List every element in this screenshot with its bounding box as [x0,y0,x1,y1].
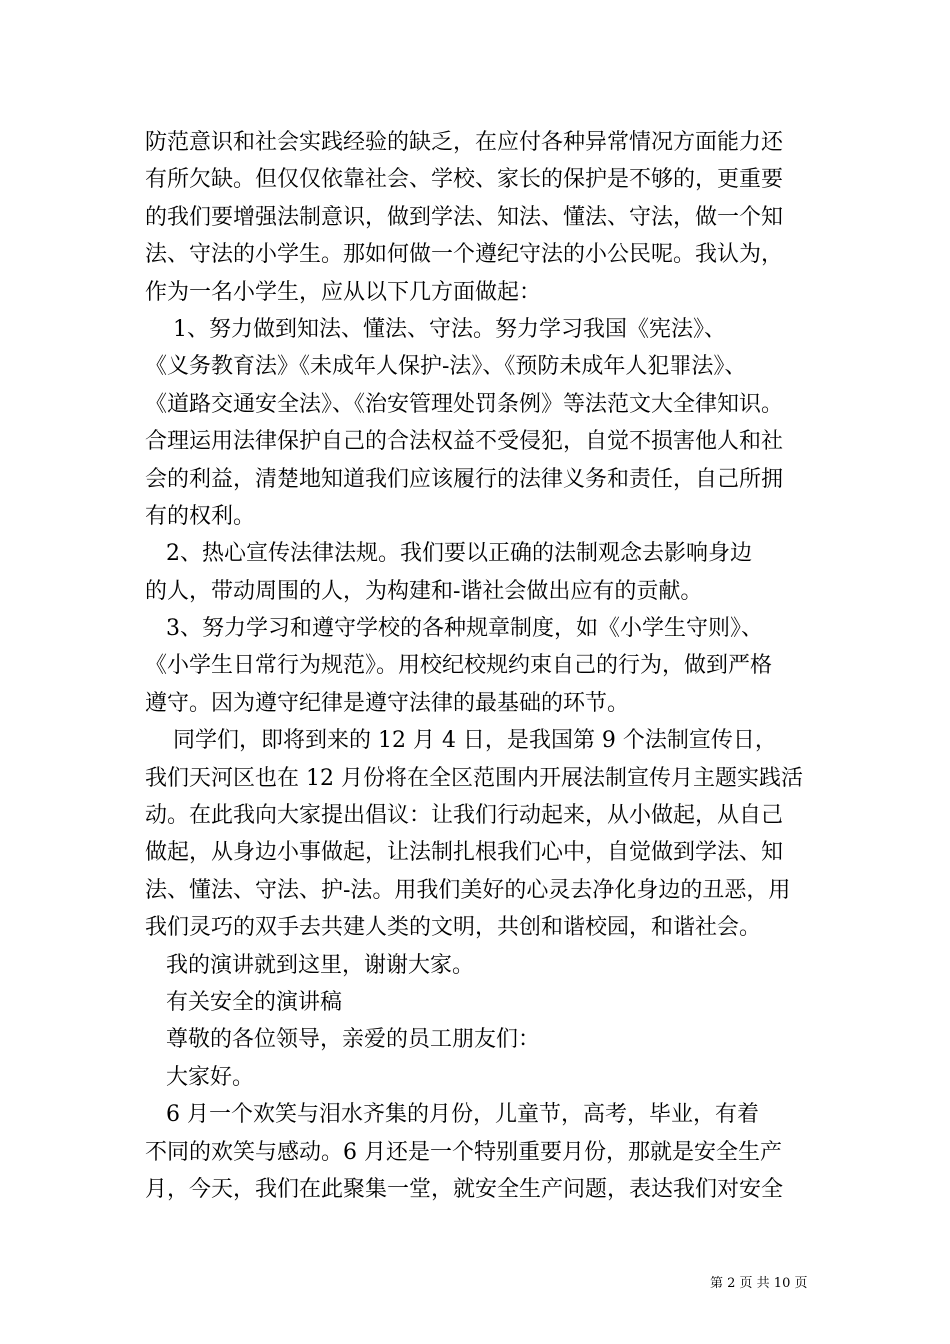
text-line: 动。在此我向大家提出倡议：让我们行动起来，从小做起，从自己 [145,803,784,829]
text-line: 会的利益，清楚地知道我们应该履行的法律义务和责任，自己所拥 [145,466,784,492]
text-line: 6 月一个欢笑与泪水齐集的月份，儿童节，高考，毕业，有着 [145,1102,759,1128]
text-line: 1、努力做到知法、懂法、守法。努力学习我国《宪法》、 [145,316,726,342]
text-line: 尊敬的各位领导，亲爱的员工朋友们： [145,1027,540,1053]
text-line: 防范意识和社会实践经验的缺乏，在应付各种异常情况方面能力还 [145,130,784,155]
text-line: 遵守。因为遵守纪律是遵守法律的最基础的环节。 [145,690,630,716]
text-line: 不同的欢笑与感动。6 月还是一个特别重要月份，那就是安全生产 [145,1139,782,1165]
text-line: 有关安全的演讲稿 [145,989,342,1015]
text-line: 有的权利。 [145,503,256,529]
text-line: 2、热心宣传法律法规。我们要以正确的法制观念去影响身边 [145,541,752,567]
text-line: 法、懂法、守法、护-法。用我们美好的心灵去净化身边的丑恶，用 [145,877,791,903]
text-line: 的人，带动周围的人，为构建和-谐社会做出应有的贡献。 [145,578,703,604]
text-line: 《义务教育法》《未成年人保护-法》、《预防未成年人犯罪法》、 [145,354,747,380]
text-line: 的我们要增强法制意识，做到学法、知法、懂法、守法，做一个知 [145,204,784,230]
text-line: 3、努力学习和遵守学校的各种规章制度，如《小学生守则》、 [145,616,763,642]
text-line: 我们灵巧的双手去共建人类的文明，共创和谐校园，和谐社会。 [145,915,762,941]
text-line: 合理运用法律保护自己的合法权益不受侵犯，自觉不损害他人和社 [145,429,784,455]
text-line: 《道路交通安全法》、《治安管理处罚条例》等法范文大全律知识。 [145,391,784,417]
text-line: 法、守法的小学生。那如何做一个遵纪守法的小公民呢。我认为， [145,242,784,268]
text-line: 《小学生日常行为规范》。用校纪校规约束自己的行为，做到严格 [145,653,773,679]
text-line: 大家好。 [145,1064,254,1090]
page-number: 第 2 页 共 10 页 [710,1276,808,1291]
text-line: 有所欠缺。但仅仅依靠社会、学校、家长的保护是不够的，更重要 [145,167,784,193]
text-line: 作为一名小学生，应从以下几方面做起： [145,279,542,305]
text-line: 同学们，即将到来的 12 月 4 日，是我国第 9 个法制宣传日， [145,728,777,754]
text-line: 我们天河区也在 12 月份将在全区范围内开展法制宣传月主题实践活 [145,765,803,791]
body-text [145,124,835,1208]
text-line: 做起，从身边小事做起，让法制扎根我们心中，自觉做到学法、知 [145,840,784,866]
text-line: 月，今天，我们在此聚集一堂，就安全生产问题，表达我们对安全 [145,1176,784,1202]
text-line: 我的演讲就到这里，谢谢大家。 [145,952,474,978]
